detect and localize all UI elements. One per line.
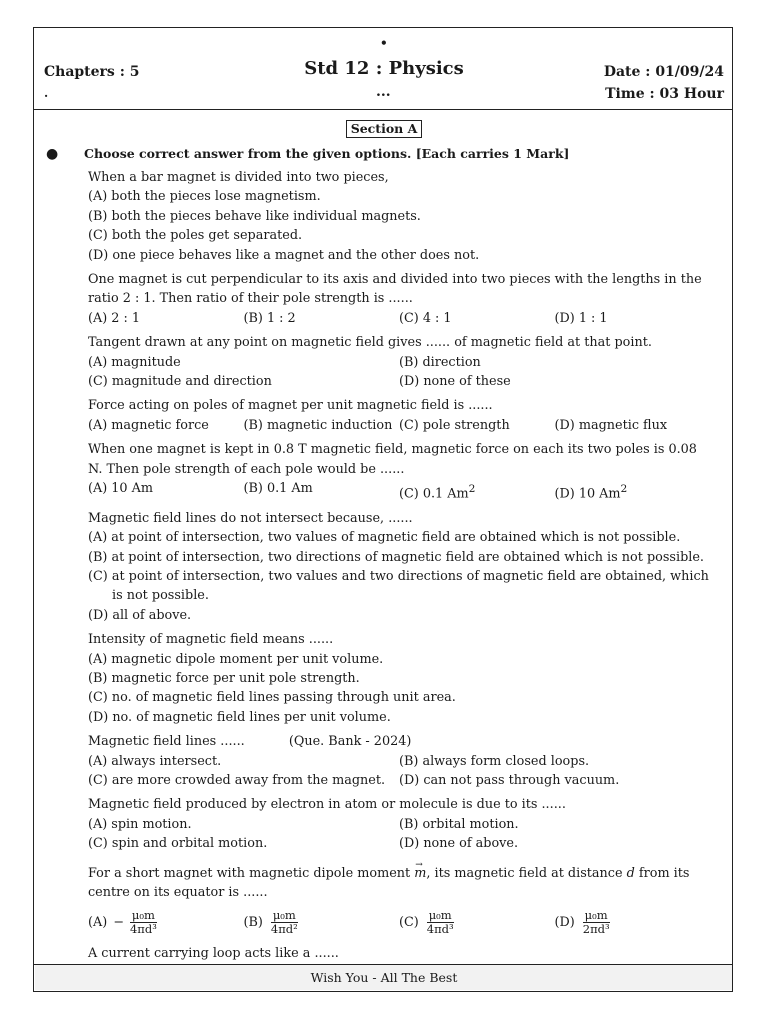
- question-stem: For a short magnet with magnetic dipole moment → m, its magnetic field at distance d from its centre on its equator is ......: [88, 864, 710, 903]
- question-2: [88, 270, 710, 328]
- fraction: $\frac{\text{μ₀m}}{\text{4πd³}}$: [426, 907, 454, 936]
- option: (C) both the poles get separated.: [88, 228, 303, 244]
- option: (D) all of above.: [88, 607, 192, 623]
- question-3: [88, 333, 710, 391]
- option: (C) at point of intersection, two values and two directions of magnetic field are obtained, which is not possible.: [88, 568, 709, 604]
- option: (B) magnetic force per unit pole strength.: [88, 671, 360, 687]
- question-7: [88, 630, 710, 727]
- question-stem: Tangent drawn at any point on magnetic field gives ...... of magnetic field at that point.: [88, 335, 652, 351]
- option: (B) magnetic induction: [243, 417, 393, 433]
- option: (C) are more crowded away from the magnet.: [88, 773, 386, 789]
- question-source: (Que. Bank - 2024): [288, 734, 412, 750]
- option: (D) magnetic flux: [554, 417, 668, 433]
- option: (D) 1 : 1: [554, 310, 608, 326]
- question-6: [88, 509, 710, 625]
- question-10: [88, 864, 710, 940]
- options-row: [88, 771, 710, 790]
- question-1: [88, 168, 710, 265]
- question-stem: When one magnet is kept in 0.8 T magnetic field, magnetic force on each its two poles is 0.08 N. Then pole strength of each pole would be ......: [88, 442, 697, 477]
- option: (D) no. of magnetic field lines per unit volume.: [88, 709, 391, 725]
- option: (A) spin motion.: [88, 816, 192, 832]
- vector-m: → m: [414, 866, 426, 881]
- section-label: Section A: [346, 120, 423, 138]
- options-row: [88, 416, 710, 435]
- bullet-icon: ●: [46, 146, 59, 162]
- question-stem: Magnetic field lines ......: [88, 734, 245, 750]
- option: (C) magnitude and direction: [88, 374, 272, 390]
- option: (C) no. of magnetic field lines passing through unit area.: [88, 690, 456, 706]
- header-mark-left: .: [44, 86, 49, 100]
- question-stem: One magnet is cut perpendicular to its axis and divided into two pieces with the lengths in the ratio 2 : 1. Then ratio of their pole strength is ......: [88, 272, 702, 307]
- option: (A) 10 Am: [88, 481, 154, 497]
- option: (C) $\frac{\text{μ₀m}}{\text{4πd³}}$: [399, 907, 454, 936]
- date-label: Date : 01/09/24: [603, 64, 724, 80]
- question-stem: Magnetic field produced by electron in atom or molecule is due to its ......: [88, 797, 566, 813]
- header-mark-center: ...: [376, 84, 391, 100]
- options-row: [88, 372, 710, 391]
- question-9: [88, 795, 710, 853]
- option: (B) $\frac{\text{μ₀m}}{\text{4πd²}}$: [243, 907, 298, 936]
- option: (B) always form closed loops.: [399, 753, 590, 769]
- option: (D) none of these: [399, 374, 511, 390]
- header-mark-top: •: [380, 36, 388, 50]
- section-heading: [0, 118, 768, 138]
- question-list: [88, 168, 710, 969]
- option: (D) can not pass through vacuum.: [399, 773, 620, 789]
- option: (C) pole strength: [399, 417, 510, 433]
- option: (D) none of above.: [399, 836, 519, 852]
- options-row: [88, 353, 710, 372]
- variable-d: d: [626, 865, 635, 881]
- option: (B) orbital motion.: [399, 816, 519, 832]
- superscript: 2: [620, 482, 628, 496]
- question-stem: Force acting on poles of magnet per unit magnetic field is ......: [88, 398, 493, 414]
- options-row: [88, 752, 710, 771]
- option: (A) magnetic dipole moment per unit volume.: [88, 651, 384, 667]
- option: (A) both the pieces lose magnetism.: [88, 189, 321, 205]
- question-11: [88, 944, 710, 963]
- question-stem: A current carrying loop acts like a ......: [88, 946, 339, 962]
- option: (A) at point of intersection, two values of magnetic field are obtained which is not possible.: [88, 530, 681, 546]
- options-row: [88, 815, 710, 834]
- options-row: [88, 905, 710, 939]
- question-8: [88, 732, 710, 790]
- option: (B) at point of intersection, two directions of magnetic field are obtained which is not possible.: [88, 549, 704, 565]
- option: (C) 4 : 1: [399, 310, 452, 326]
- option: (B) 1 : 2: [243, 310, 296, 326]
- question-stem-row: [88, 732, 710, 751]
- question-stem: Magnetic field lines do not intersect because, ......: [88, 510, 413, 526]
- option: (B) 0.1 Am: [243, 481, 313, 497]
- header-divider: [34, 109, 732, 110]
- options-row: [88, 309, 710, 328]
- option: (A) − $\frac{\text{μ₀m}}{\text{4πd³}}$: [88, 907, 157, 936]
- option: (D) 10 Am$^2$: [554, 482, 628, 502]
- option: (C) 0.1 Am$^2$: [399, 482, 476, 502]
- superscript: 2: [468, 482, 476, 496]
- time-label: Time : 03 Hour: [605, 86, 724, 102]
- instruction-text: Choose correct answer from the given options. [Each carries 1 Mark]: [84, 146, 570, 161]
- options-row: [88, 834, 710, 853]
- page-title: Std 12 : Physics: [304, 58, 464, 79]
- option: (A) magnitude: [88, 354, 181, 370]
- option: (C) spin and orbital motion.: [88, 836, 268, 852]
- fraction: $\frac{\text{μ₀m}}{\text{2πd³}}$: [582, 907, 610, 936]
- option: (B) direction: [399, 354, 481, 370]
- question-stem: When a bar magnet is divided into two pieces,: [88, 170, 389, 185]
- option: (D) $\frac{\text{μ₀m}}{\text{2πd³}}$: [554, 907, 610, 936]
- question-stem: Intensity of magnetic field means ......: [88, 632, 334, 648]
- options-row: [88, 479, 710, 504]
- question-4: [88, 396, 710, 435]
- option: (A) magnetic force: [88, 417, 209, 433]
- footer-text: Wish You - All The Best: [310, 970, 458, 985]
- chapters-label: Chapters : 5: [44, 64, 140, 80]
- question-5: [88, 440, 710, 503]
- option: (B) both the pieces behave like individual magnets.: [88, 208, 421, 224]
- fraction: $\frac{\text{μ₀m}}{\text{4πd²}}$: [270, 907, 298, 936]
- option: (A) 2 : 1: [88, 310, 141, 326]
- footer-divider: [34, 964, 732, 965]
- instruction: [46, 146, 569, 162]
- option: (A) always intersect.: [88, 753, 222, 769]
- fraction: $\frac{\text{μ₀m}}{\text{4πd³}}$: [129, 907, 157, 936]
- option: (D) one piece behaves like a magnet and the other does not.: [88, 247, 480, 263]
